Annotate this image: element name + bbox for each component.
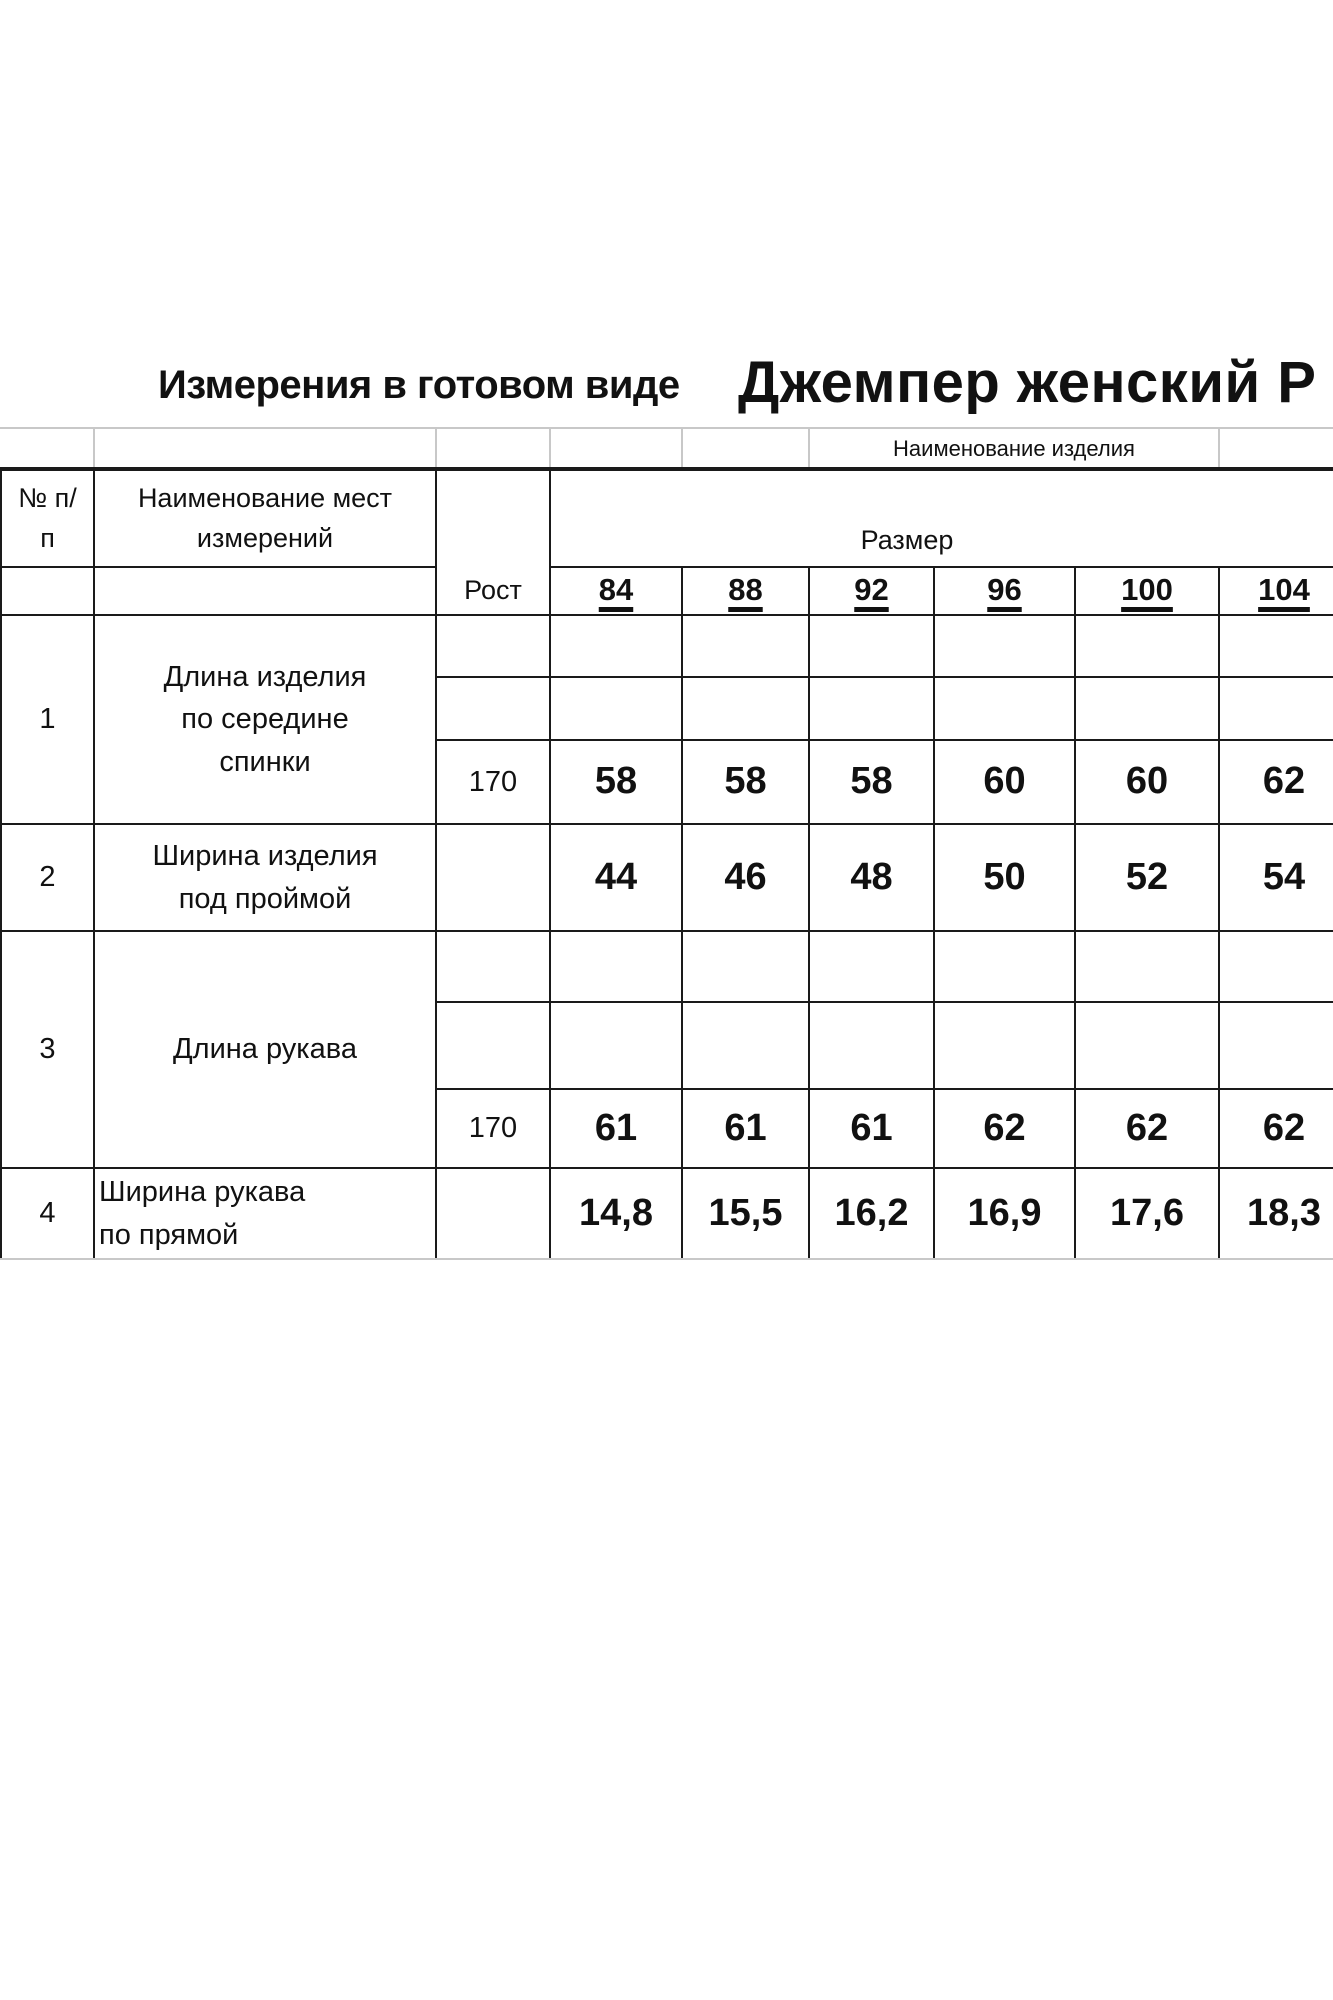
measure-value: 15,5 — [708, 1191, 783, 1234]
measure-value: 62 — [1262, 1106, 1306, 1149]
measure-value: 52 — [1125, 855, 1169, 898]
grid-line — [435, 427, 437, 467]
product-name-label: Наименование изделия — [893, 436, 1135, 462]
size-label: 100 — [1121, 572, 1173, 608]
column-size-header: Размер — [860, 524, 954, 555]
size-label: 104 — [1258, 572, 1310, 608]
measure-value: 62 — [983, 1106, 1026, 1149]
measure-value: 16,2 — [834, 1191, 909, 1234]
grid-line — [549, 427, 551, 467]
measure-value: 62 — [1125, 1106, 1169, 1149]
row-measure-name: Ширина изделия под проймой — [152, 840, 378, 915]
measure-value: 17,6 — [1110, 1191, 1184, 1234]
measure-value: 58 — [724, 760, 767, 803]
measure-value: 61 — [850, 1106, 893, 1149]
measure-value: 61 — [594, 1106, 638, 1149]
measure-value: 48 — [850, 855, 893, 898]
product-title: Джемпер женский Р — [738, 350, 1317, 415]
measure-value: 44 — [594, 855, 638, 898]
row-number: 3 — [39, 1033, 56, 1066]
measure-value: 58 — [850, 760, 893, 803]
row-height: 170 — [468, 1112, 518, 1145]
grid-line — [435, 1001, 1333, 1003]
column-measure-header: Наименование мест измерений — [137, 483, 393, 553]
grid-line — [93, 427, 95, 467]
size-label: 84 — [598, 572, 634, 608]
measure-value: 58 — [594, 760, 638, 803]
grid-line — [0, 566, 437, 568]
size-label: 96 — [987, 572, 1022, 608]
grid-line — [0, 427, 1333, 429]
row-number: 4 — [39, 1197, 56, 1230]
row-measure-name: Ширина рукава по прямой — [99, 1176, 306, 1251]
size-chart-sheet — [0, 345, 1333, 1260]
measure-value: 14,8 — [579, 1191, 653, 1234]
row-measure-name: Длина изделия по середине спинки — [163, 661, 367, 778]
column-height-header: Рост — [464, 574, 522, 605]
row-measure-name: Длина рукава — [173, 1033, 357, 1066]
row-height — [437, 825, 549, 930]
measure-value: 62 — [1262, 760, 1306, 803]
measure-value: 60 — [983, 760, 1026, 803]
row-number: 2 — [39, 861, 56, 894]
chart-title: Измерения в готовом виде — [158, 363, 680, 407]
row-height — [437, 1169, 549, 1258]
measure-value: 61 — [724, 1106, 767, 1149]
row-number: 1 — [39, 703, 56, 736]
measure-value: 60 — [1125, 760, 1169, 803]
size-label: 92 — [854, 572, 889, 608]
grid-line — [1218, 427, 1220, 467]
measure-value: 50 — [983, 855, 1026, 898]
grid-line — [435, 676, 1333, 678]
measure-value: 46 — [724, 855, 767, 898]
grid-line — [0, 1258, 1333, 1260]
grid-line — [681, 427, 683, 467]
measure-value: 16,9 — [967, 1191, 1042, 1234]
row-height: 170 — [468, 765, 518, 798]
measure-value: 18,3 — [1247, 1191, 1321, 1234]
size-label: 88 — [728, 572, 763, 608]
measure-value: 54 — [1262, 855, 1306, 898]
column-number-header: № п/п — [18, 483, 77, 553]
